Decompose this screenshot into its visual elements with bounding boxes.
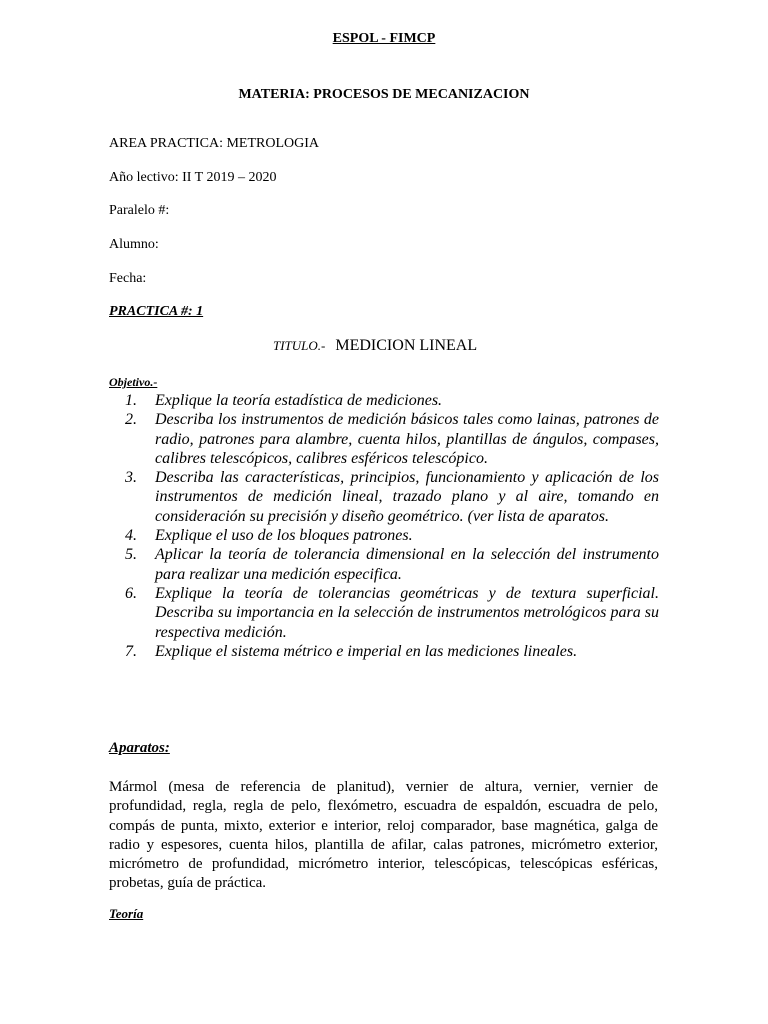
list-item-text: Explique el sistema métrico e imperial en las mediciones lineales. (155, 642, 578, 660)
list-item-number: 2. (125, 411, 137, 429)
area-field: AREA PRACTICA: METROLOGIA (109, 136, 320, 151)
list-item-text: Explique la teoría de tolerancias geométricas y de textura superficial. Describa su importancia en la selección de instrumentos metrológicos para su respectiva medición. (155, 584, 659, 641)
list-item-number: 3. (125, 469, 137, 487)
list-item-text: Describa las características, principios, funcionamiento y aplicación de los instrumentos de medición lineal, trazado plano y al aire, tomando en consideración su precisión y diseño geométrico. (ver lista de aparatos. (155, 469, 659, 525)
titulo-line (273, 337, 477, 355)
list-item-number: 1. (125, 392, 137, 409)
practica-heading: PRACTICA #: 1 (109, 304, 204, 319)
year-field: Año lectivo: II T 2019 – 2020 (109, 170, 277, 185)
list-item-number: 5. (125, 546, 137, 564)
subject-heading: MATERIA: PROCESOS DE MECANIZACION (238, 87, 530, 102)
list-item-number: 6. (125, 584, 137, 602)
aparatos-heading: Aparatos: (109, 740, 170, 756)
teoria-heading: Teoría (109, 906, 144, 921)
aparatos-paragraph: Mármol (mesa de referencia de planitud), vernier de altura, vernier, vernier de profundidad, regla, regla de pelo, flexómetro, escuadra de espaldón, escuadra de pelo, compás de punta, mixto, exterior e interior, reloj comparador, base magnética, galga de radio y espesores, cuenta hilos, plantilla de afilar, calas patrones, micrómetro exterior, micrómetro de profundidad, micrómetro interior, telescópicas, telescópicas esféricas, probetas, guía de práctica. (109, 779, 658, 892)
paralelo-field: Paralelo #: (109, 203, 170, 218)
list-item (125, 526, 659, 545)
list-item (125, 642, 659, 661)
list-item (125, 410, 659, 468)
list-item-text: Aplicar la teoría de tolerancia dimensional en la selección del instrumento para realizar una medición especifica. (155, 546, 659, 583)
list-item-text: Explique el uso de los bloques patrones. (155, 527, 413, 545)
objetivo-list (125, 391, 659, 661)
list-item (125, 391, 659, 410)
list-item-number: 4. (125, 527, 137, 545)
list-item-number: 7. (125, 642, 137, 660)
list-item (125, 468, 659, 526)
alumno-field: Alumno: (109, 237, 159, 252)
institution-heading: ESPOL - FIMCP (332, 31, 436, 46)
list-item (125, 584, 659, 642)
fecha-field: Fecha: (109, 271, 147, 286)
list-item (125, 545, 659, 584)
titulo-label: TITULO.- (273, 338, 326, 353)
titulo-value: MEDICION LINEAL (335, 337, 478, 354)
list-item-text: Describa los instrumentos de medición básicos tales como lainas, patrones de radio, patrones para alambre, cuenta hilos, plantillas de ángulos, compases, calibres telescópicos, calibres esféricos telescópico. (155, 411, 659, 467)
objetivo-heading: Objetivo.- (109, 375, 158, 389)
list-item-text: Explique la teoría estadística de mediciones. (155, 392, 443, 409)
